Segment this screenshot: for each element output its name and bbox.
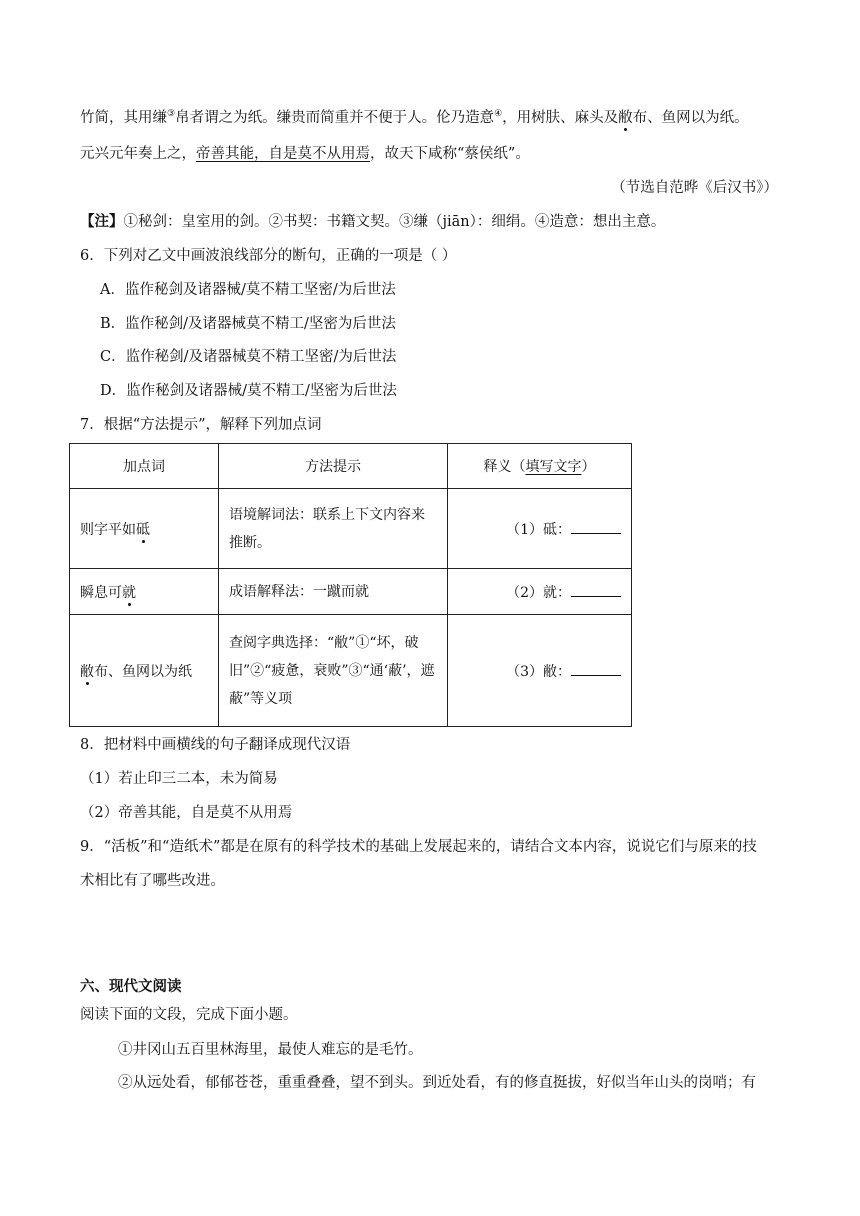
answer-blank[interactable] — [571, 521, 621, 534]
row-answer: （2）就： — [448, 569, 632, 615]
answer-blank[interactable] — [571, 584, 621, 597]
row-hint: 语境解词法：联系上下文内容来 推断。 — [219, 489, 448, 569]
header-hint: 方法提示 — [219, 444, 448, 489]
underlined-sentence: 帝善其能，自是莫不从用焉 — [196, 146, 370, 162]
q9-line-1: 9．“活板”和“造纸术”都是在原有的科学技术的基础上发展起来的，请结合文本内容，说说它们与原来的技 — [80, 839, 757, 855]
table-row — [70, 615, 632, 727]
q8-item-2: （2）帝善其能，自是莫不从用焉 — [80, 805, 293, 821]
q6-option-a: A．监作秘剑及诸器械/莫不精工坚密/为后世法 — [100, 282, 396, 298]
passage-line-1: 竹简，其用缣③帛者谓之为纸。缣贵而简重并不便于人。伦乃造意④，用树肤、麻头及敝布、鱼网以为纸。 — [80, 109, 749, 126]
dotted-word: 敝 — [618, 110, 633, 126]
row-hint: 成语解释法：一蹴而就 — [219, 569, 448, 615]
q6-stem: 6．下列对乙文中画波浪线部分的断句，正确的一项是（ ） — [80, 248, 457, 264]
q6-option-b: B．监作秘剑/及诸器械莫不精工/坚密为后世法 — [100, 316, 396, 332]
header-meaning: 释义（填写文字） — [448, 444, 632, 489]
table-header-row — [70, 444, 632, 489]
q6-option-c: C．监作秘剑/及诸器械莫不精工坚密/为后世法 — [100, 349, 397, 365]
q8-item-1: （1）若止印三二本，未为简易 — [80, 771, 278, 787]
row-word: 瞬息可就 — [70, 569, 219, 615]
table-row — [70, 569, 632, 615]
table-row — [70, 489, 632, 569]
answer-blank[interactable] — [571, 663, 621, 676]
header-word: 加点词 — [70, 444, 219, 489]
passage-note: 【注】①秘剑：皇室用的剑。②书契：书籍文契。③缣（jiān）：细绢。④造意：想出主意。 — [80, 213, 666, 230]
paragraph-2: ②从远处看，郁郁苍苍，重重叠叠，望不到头。到近处看，有的修直挺拔，好似当年山头的岗哨；有 — [118, 1075, 756, 1091]
paragraph-1: ①井冈山五百里林海里，最使人难忘的是毛竹。 — [118, 1042, 423, 1058]
section-title: 六、现代文阅读 — [80, 978, 182, 995]
section-instruction: 阅读下面的文段，完成下面小题。 — [80, 1007, 298, 1023]
q6-option-d: D．监作秘剑及诸器械/莫不精工/坚密为后世法 — [100, 383, 397, 399]
row-answer: （1）砥： — [448, 489, 632, 569]
q7-stem: 7．根据“方法提示”，解释下列加点词 — [80, 417, 322, 433]
q8-stem: 8．把材料中画横线的句子翻译成现代汉语 — [80, 737, 351, 753]
passage-source: （节选自范晔《后汉书》） — [611, 180, 778, 196]
row-word: 则字平如砥 — [70, 489, 219, 569]
q7-table — [69, 443, 632, 727]
row-hint: 查阅字典选择：“敝”①“坏，破 旧”②“疲惫，衰败”③“通‘蔽’，遮 蔽”等义项 — [219, 615, 448, 727]
q9-line-2: 术相比有了哪些改进。 — [80, 873, 225, 889]
row-word: 敝布、鱼网以为纸 — [70, 615, 219, 727]
row-answer: （3）敝： — [448, 615, 632, 727]
passage-line-2: 元兴元年奏上之，帝善其能，自是莫不从用焉，故天下咸称“蔡侯纸”。 — [80, 146, 530, 162]
